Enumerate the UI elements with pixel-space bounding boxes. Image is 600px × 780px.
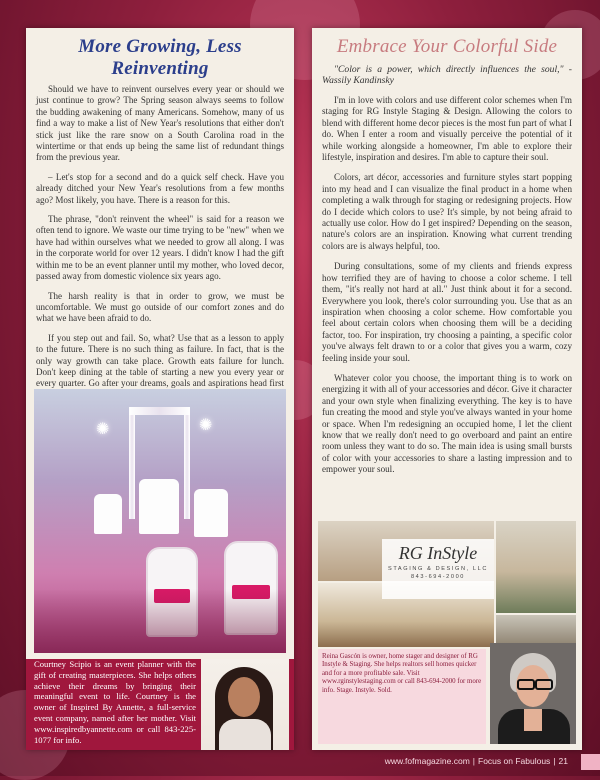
footer-magazine: Focus on Fabulous xyxy=(478,756,551,766)
paragraph: I'm in love with colors and use different color schemes when I'm staging for RG Instyle Staging & Design. Allowing the colors to blend with different home decor pieces is the most fun part of what I do. When I enter a room and visually perceive the potential of it while working alongside a homeowner, I'm able to explore their lifestyle, inspiration and desires. I'm able to capture their soul. xyxy=(322,95,572,163)
logo-subtitle: STAGING & DESIGN, LLC xyxy=(387,566,488,572)
page-footer xyxy=(385,756,568,766)
chandelier-icon: ✺ xyxy=(96,421,110,438)
author-portrait xyxy=(490,643,576,744)
article-right xyxy=(312,28,582,750)
paragraph: Whatever color you choose, the important thing is to work on energizing it with all of your accessories and décor. Give it character and your own style when finalizing everything. The key is to have fun creating the mood and style you've always wanted in your home or space. When I'm redesigning an occupied home, I let the client know that we really don't need to go overboard and paint an entire room unless they want to do so. The main idea is using small bursts of color with your accessories to share a lasting impression and to empower your soul. xyxy=(322,372,572,475)
cocktail-table xyxy=(94,494,122,534)
canopy-drape xyxy=(184,409,190,519)
footer-separator: | xyxy=(553,756,556,766)
canopy-drape xyxy=(129,409,135,519)
author-bio-right xyxy=(318,649,486,744)
author-portrait xyxy=(201,659,289,750)
cocktail-table xyxy=(194,489,228,537)
event-venue-photo xyxy=(34,389,286,653)
article-left-title: More Growing, Less Reinventing xyxy=(78,36,242,79)
canopy-drape xyxy=(129,407,190,415)
paragraph: The harsh reality is that in order to grow, we must be uncomfortable. We must go outside of our comfort zones and do what we have been afraid to do. xyxy=(36,290,284,324)
room-photo-bedroom xyxy=(496,615,576,645)
floor-shadow xyxy=(34,589,286,653)
logo-phone: 843-694-2000 xyxy=(410,574,466,580)
author-bio-text: Reina Gascón is owner, home stager and designer of RG Instyle & Staging. She helps realtors sell homes quicker and for a more profitable sale. Visit www.rginstylestaging.com or call 843-694-2000 for more info. Stage. Instyle. Sold. xyxy=(322,653,482,694)
staging-photo-collage xyxy=(318,521,576,744)
paragraph: If you step out and fail. So, what? Use that as a lesson to apply to the future. There is no such thing as failure. In fact, that is the only way growth can take place. Growth eats failure for lunch. Don't keep dining at the table of starting a new you every year or every quarter. Go after your dreams, goals and aspirations head first xyxy=(36,332,284,389)
pull-quote: "Color is a power, which directly influences the soul," -Wassily Kandinsky xyxy=(322,64,572,86)
paragraph: Should we have to reinvent ourselves every year or should we just continue to grow? The Spring season always seems to follow the budding awakening of many Americans. Somehow, many of us find a way to make a list of New Year's resolutions that either don't stick just like the rare snow on a South Carolina road in the wintertime or that ends up being the same list of redundant things from the previous year. xyxy=(36,84,284,163)
page-number: 21 xyxy=(558,756,568,766)
footer-separator: | xyxy=(472,756,476,766)
author-bio-left xyxy=(26,659,294,750)
room-photo-living xyxy=(496,521,576,613)
article-left-body xyxy=(26,80,294,413)
paragraph: – Let's stop for a second and do a quick self check. Have you already ditched your New Year's resolutions from a few months ago? Most likely, you have. There is a reason for this. xyxy=(36,171,284,205)
paragraph: During consultations, some of my clients and friends express how terrified they are of having to choose a color scheme. I tell them, "it's really not hard at all." Just think about it for a second. Everywhere you look, there's color surrounding you. Use that as an inspiration when choosing a color scheme. How comfortable you feel about certain colors when choosing them will be a deciding factor, too. For inspiration, try choosing a painting, a specific color you've always felt drawn to or a color that gives you a warm, cozy feeling inside your soul. xyxy=(322,261,572,363)
paragraph: Colors, art décor, accessories and furniture styles start popping into my head and I can visualize the final product in a home when completing a walk through for staging or redesigning projects. How do I decide which colors to use? It's simple, by not being afraid to actually use color. How do I get inspired? Depending on the season, nature's colors are an inspiration. Knowing what current trending colors are is always helpful, too. xyxy=(322,172,572,251)
article-right-title: Embrace Your Colorful Side xyxy=(336,36,558,57)
author-bio-text: Courtney Scipio is an event planner with the gift of creating masterpieces. She helps others achieve their dreams by bringing their meaningful event to life. Courtney is the owner of Inspired By Annette, a full-service event company, named after her mother. Visit www.inspiredbyannette.com or call 843-225-1077 for info. xyxy=(34,659,196,745)
cocktail-table xyxy=(139,479,179,534)
chandelier-icon: ✺ xyxy=(199,417,213,434)
paragraph: The phrase, "don't reinvent the wheel" is said for a reason we often tend to ignore. We waste our time trying to be "new" when we have had within ourselves what we needed to grow all along. I was in the corporate world for over 12 years. I didn't know I had the gift within me to be an event planner until my mother, who loved decor, passed away from domestic violence six years ago. xyxy=(36,214,284,282)
footer-website: www.fofmagazine.com xyxy=(384,756,470,766)
article-left xyxy=(26,28,294,750)
footer-accent-bar xyxy=(581,754,600,770)
company-logo xyxy=(382,539,494,599)
article-right-body xyxy=(312,58,582,476)
logo-title: RG InStyle xyxy=(398,543,478,563)
